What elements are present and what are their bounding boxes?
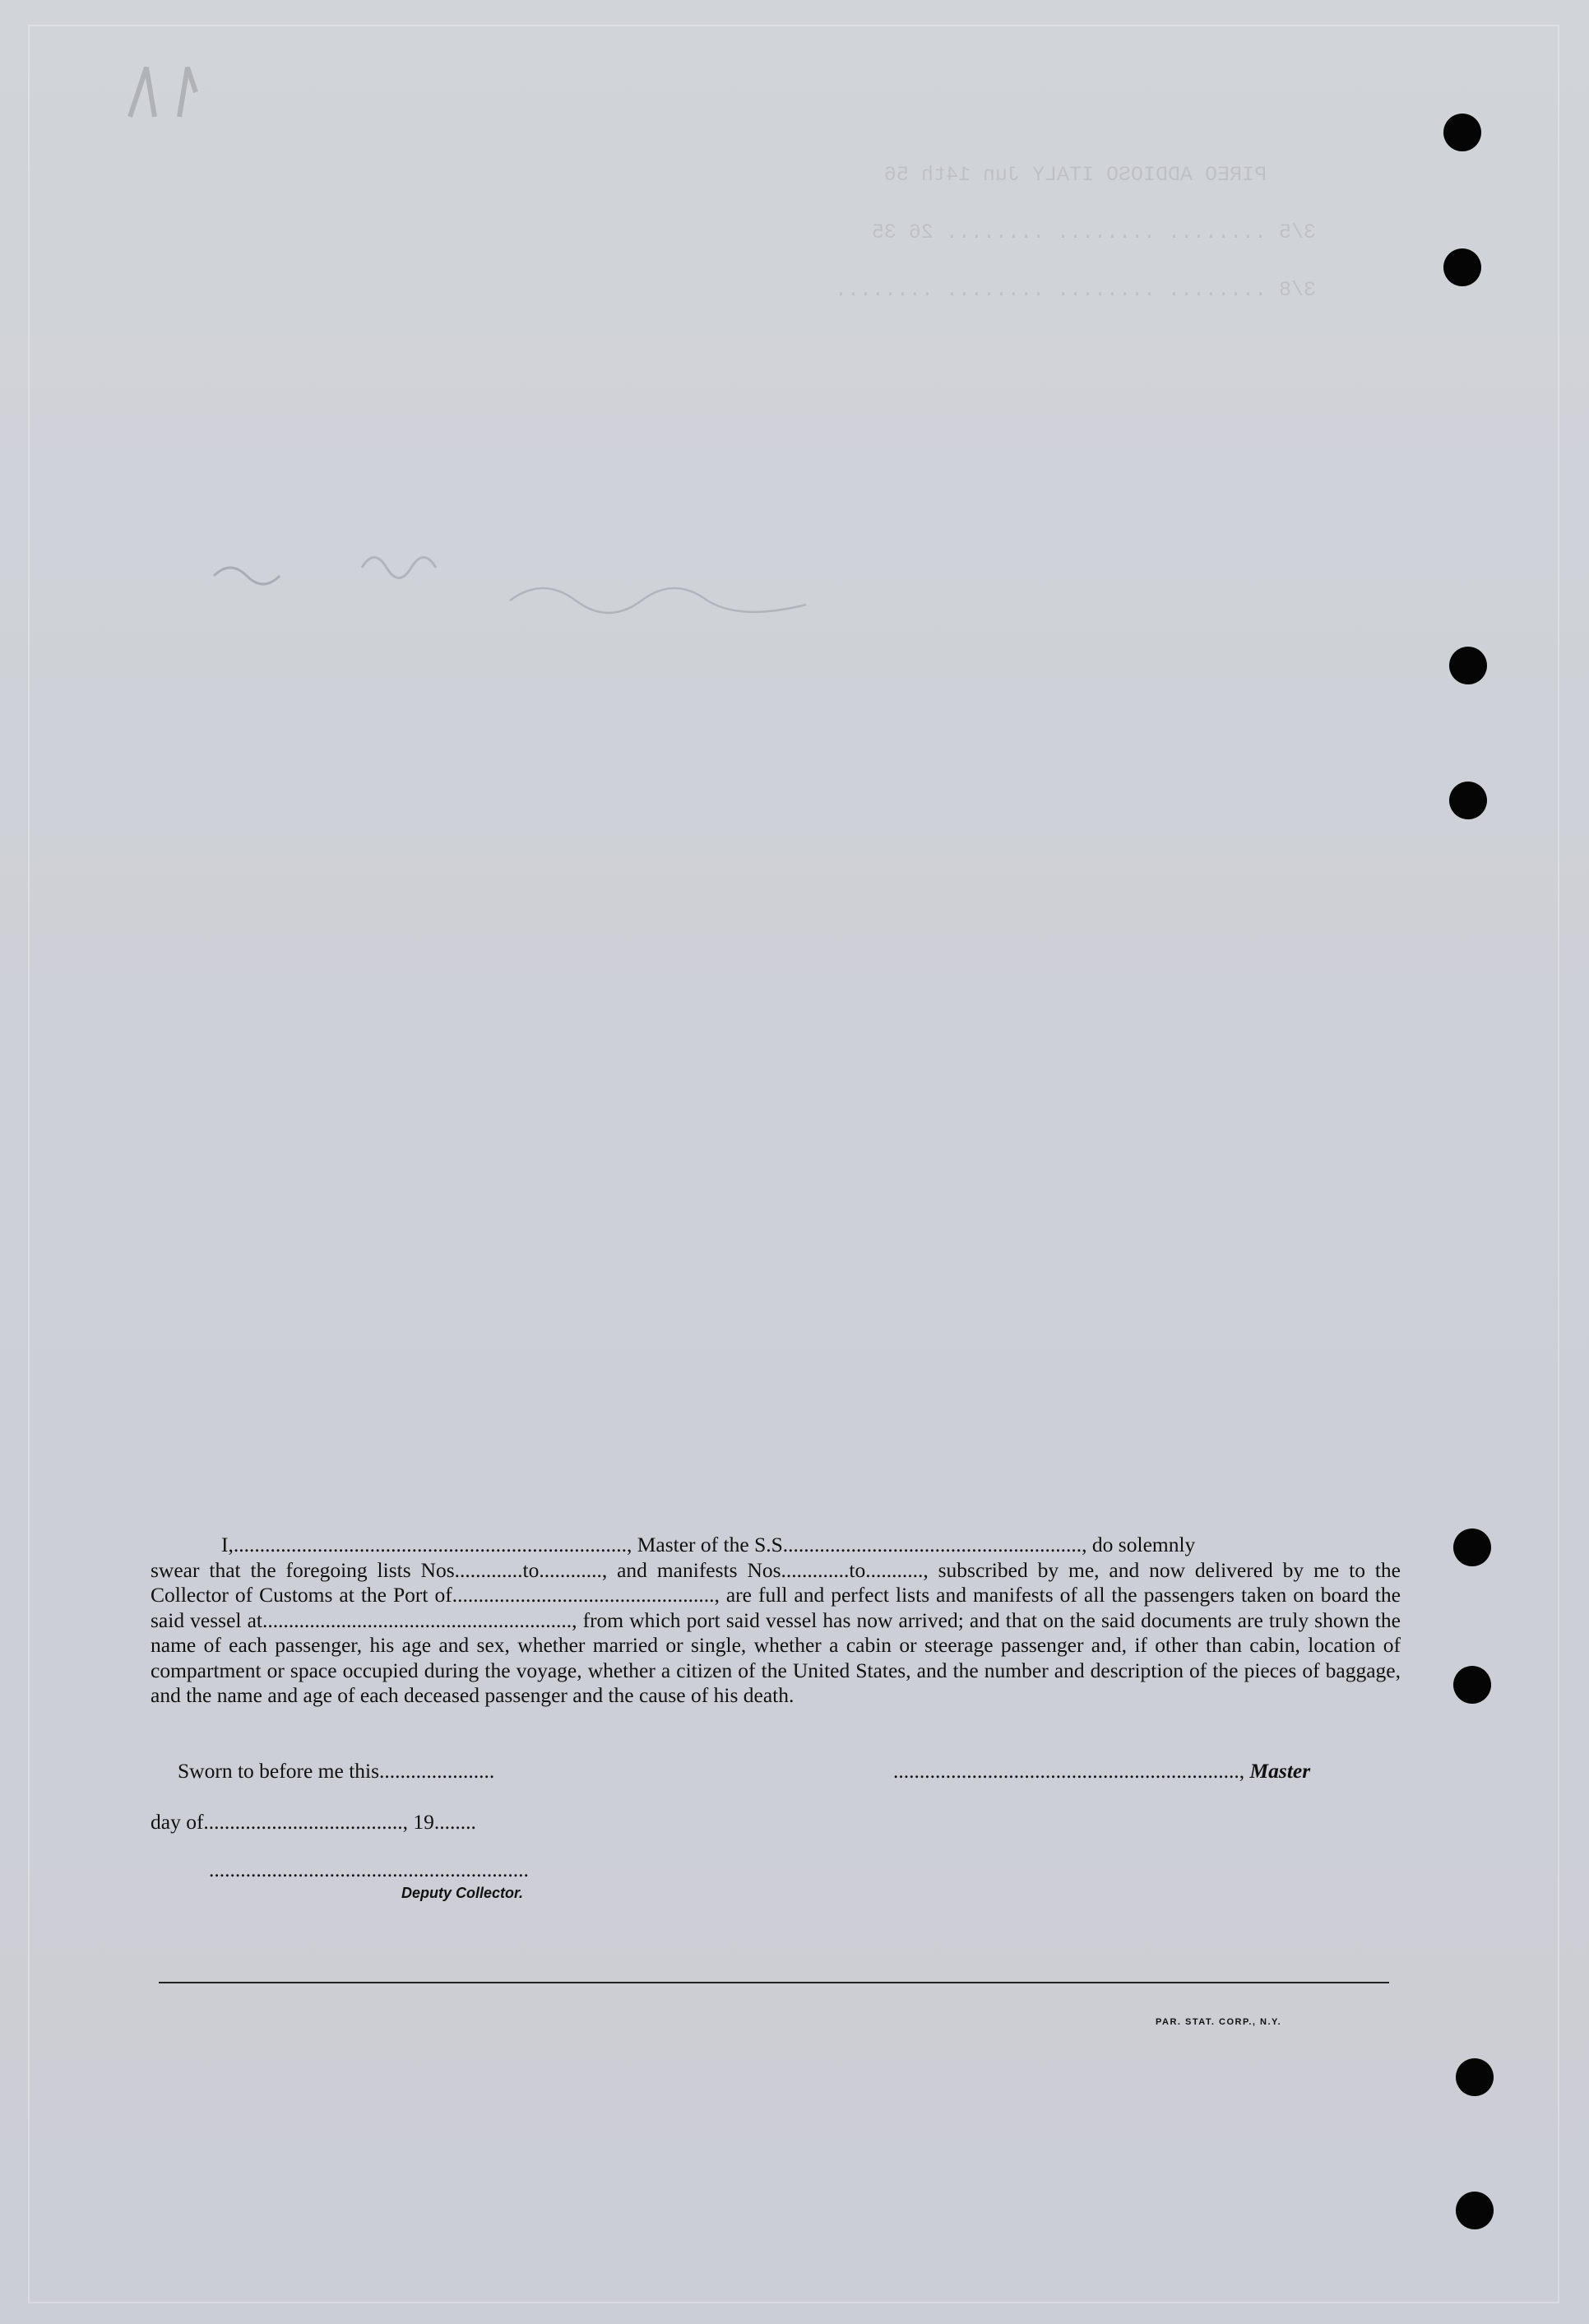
master-label: Master xyxy=(1249,1759,1311,1783)
master-oath-paragraph xyxy=(151,1533,1401,1709)
faint-signature-smudge xyxy=(197,543,872,646)
printer-imprint: PAR. STAT. CORP., N.Y. xyxy=(1156,2017,1282,2027)
bleed-line: PIREO ADDIOSO ITALY Jun 14th 56 xyxy=(883,163,1267,187)
bleed-line: 3/5 ........ ........ ........ 26 35 xyxy=(871,220,1316,244)
page-border xyxy=(28,25,1559,2303)
bleed-through-mark xyxy=(122,59,220,125)
punch-hole xyxy=(1449,647,1487,684)
punch-hole xyxy=(1449,782,1487,819)
oath-first-line: I,..........................................................................., Master of the S.S........................................................., do solemnly xyxy=(221,1533,1196,1556)
punch-hole xyxy=(1456,2058,1494,2096)
punch-hole xyxy=(1443,248,1481,286)
deputy-signature-dots: ............................................................. xyxy=(209,1858,529,1881)
punch-hole xyxy=(1453,1666,1491,1704)
day-of-line: day of......................................, 19........ xyxy=(151,1810,476,1834)
master-signature-line xyxy=(893,1759,1310,1784)
deputy-collector-label: Deputy Collector. xyxy=(401,1885,524,1901)
bleed-line: 3/8 ........ ........ ........ ........ xyxy=(834,278,1316,302)
punch-hole xyxy=(1453,1528,1491,1566)
footer-rule xyxy=(159,1982,1389,1983)
master-signature-dots: .................................................................., xyxy=(893,1759,1245,1783)
punch-hole xyxy=(1443,114,1481,151)
punch-hole xyxy=(1456,2192,1494,2229)
sworn-before-line: Sworn to before me this...................... xyxy=(178,1759,495,1783)
oath-body: swear that the foregoing lists Nos.............to............, and manifests Nos.............to..........., subscribed by me, and now delivered by me to the Collector of Customs at the Port of.................................................., are full and perfect lists and manifests of all the passengers taken on board the said vessel at..........................................................., from which port said vessel has now arrived; and that on the said documents are truly shown the name of each passenger, his age and sex, whether married or single, whether a cabin or steerage passenger and, if other than cabin, location of compartment or space occupied during the voyage, whether a citizen of the United States, and the number and description of the pieces of baggage, and the name and age of each deceased passenger and the cause of his death. xyxy=(151,1557,1401,1707)
